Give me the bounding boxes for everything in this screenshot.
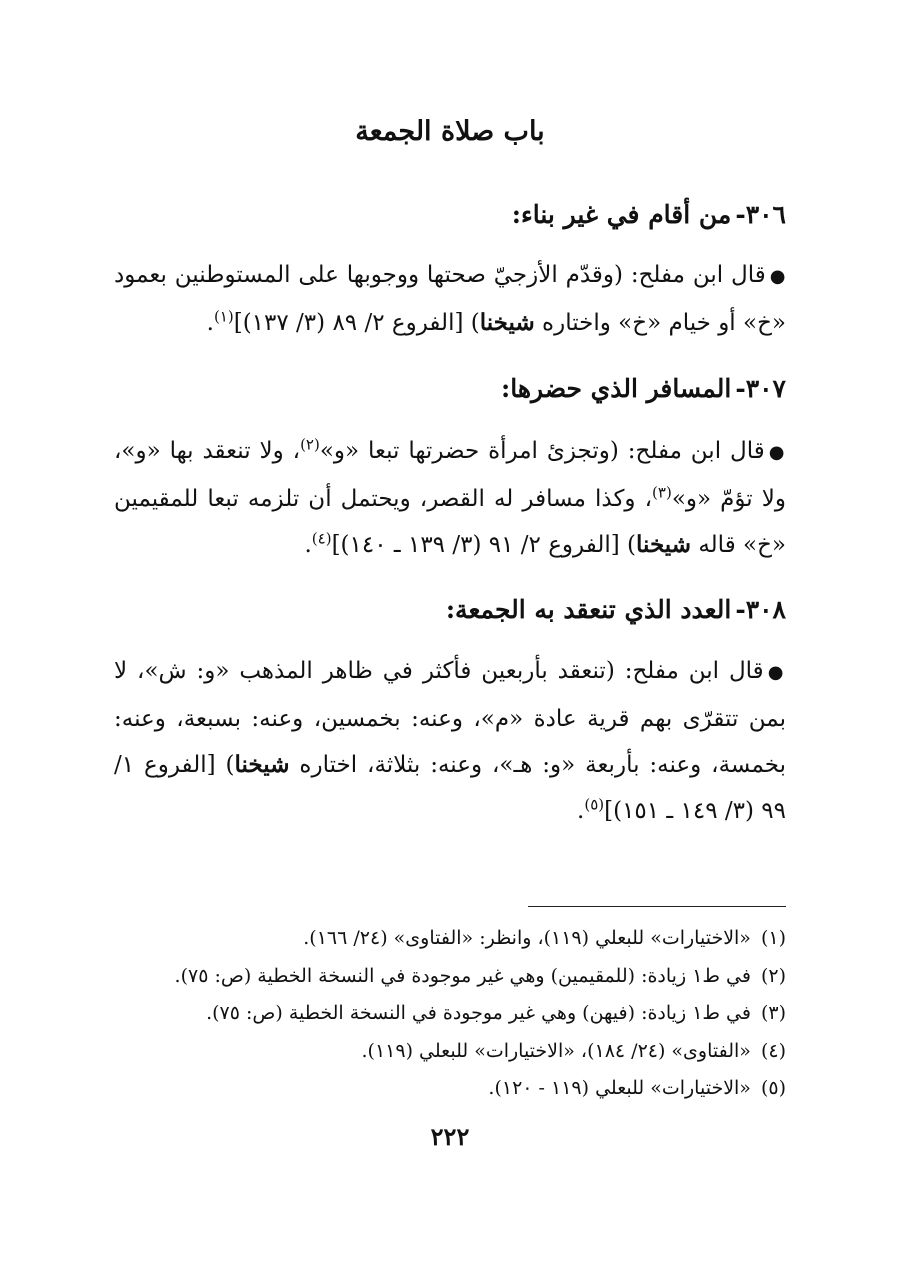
section-title: المسافر الذي حضرها: [501,374,732,403]
chapter-title: باب صلاة الجمعة [355,116,545,147]
paragraph-text: ، وكذا مسافر له القصر، ويحتمل أن تلزمه تبعا للمقيمين «خ» قاله [114,486,786,558]
section-title: العدد الذي تنعقد به الجمعة: [445,595,732,624]
paragraph-end: . [206,310,214,336]
paragraph-text: ، ولا تنعقد بها «و»، ولا تؤمّ «و» [114,438,786,512]
section-paragraph-307 [114,428,786,568]
footnote-number: (٤) [760,1039,786,1062]
paragraph-end: . [577,798,585,824]
paragraph-text: ) [الفروع ٢/ ٨٩ (٣/ ١٣٧)] [233,310,480,336]
footnote-text: «الاختيارات» للبعلي (١١٩ - ١٢٠). [488,1077,751,1099]
section-paragraph-308 [114,648,786,834]
section-paragraph-306 [114,252,786,346]
paragraph-text: ) [الفروع ١/ ٩٩ (٣/ ١٤٩ ـ ١٥١)] [114,752,786,824]
footnote-text: «الاختيارات» للبعلي (١١٩)، وانظر: «الفتاوى» (٢٤/ ١٦٦). [303,927,751,949]
section-number: ٣٠٧- [735,374,786,403]
section-number: ٣٠٦- [735,200,786,229]
footnote-text: في ط١ زيادة: (للمقيمين) وهي غير موجودة في النسخة الخطية (ص: ٧٥). [174,964,751,987]
section-heading-308 [114,591,786,629]
paragraph-text: قال ابن مفلح: (وتجزئ امرأة حضرتها تبعا «و» [319,438,765,464]
emphasized-text: شيخنا [636,531,692,558]
bullet-icon: ● [769,266,786,287]
footnote-item [114,995,786,1033]
footnotes [114,920,786,1108]
footnote-item [114,920,786,958]
footnote-item [114,1033,786,1071]
emphasized-text: شيخنا [234,751,290,778]
section-number: ٣٠٨- [735,595,786,624]
footnote-item [114,958,786,996]
paragraph-end: . [304,532,312,558]
section-heading-307 [114,370,786,408]
section-heading-306 [114,196,786,234]
footnote-number: (٢) [760,964,786,987]
paragraph-text: قال ابن مفلح: (وقدّم الأزجيّ صحتها ووجوبها على المستوطنين بعمود «خ» أو خيام «خ» واختاره [114,262,786,336]
footnote-text: في ط١ زيادة: (فيهن) وهي غير موجودة في النسخة الخطية (ص: ٧٥). [206,1002,751,1024]
paragraph-text: قال ابن مفلح: (تنعقد بأربعين فأكثر في ظاهر المذهب «و: ش»، لا بمن تتقرّى بهم قرية عادة «م»، وعنه: بخمسين، وعنه: بسبعة، وعنه: بخمسة، وعنه: بأربعة «و: هـ»، وعنه: بثلاثة، اختاره [114,658,786,778]
footnote-marker[interactable]: (٢) [300,435,320,454]
page-number: ٢٢٢ [430,1122,470,1151]
section-title: من أقام في غير بناء: [511,200,732,229]
footnote-marker[interactable]: (٤) [311,529,332,548]
footnote-number: (٥) [760,1077,786,1099]
footnote-text: «الفتاوى» (٢٤/ ١٨٤)، «الاختيارات» للبعلي (١١٩). [361,1039,751,1062]
footnote-number: (١) [760,927,786,949]
footnote-divider [528,906,786,907]
bullet-icon: ● [768,442,786,463]
footnote-number: (٣) [760,1002,786,1024]
paragraph-text: ) [الفروع ٢/ ٩١ (٣/ ١٣٩ ـ ١٤٠)] [331,532,637,558]
footnote-item [114,1070,786,1108]
footnote-marker[interactable]: (١) [213,307,234,326]
footnote-marker[interactable]: (٣) [652,483,672,502]
bullet-icon: ● [767,662,786,683]
footnote-marker[interactable]: (٥) [584,795,605,814]
emphasized-text: شيخنا [479,309,535,336]
